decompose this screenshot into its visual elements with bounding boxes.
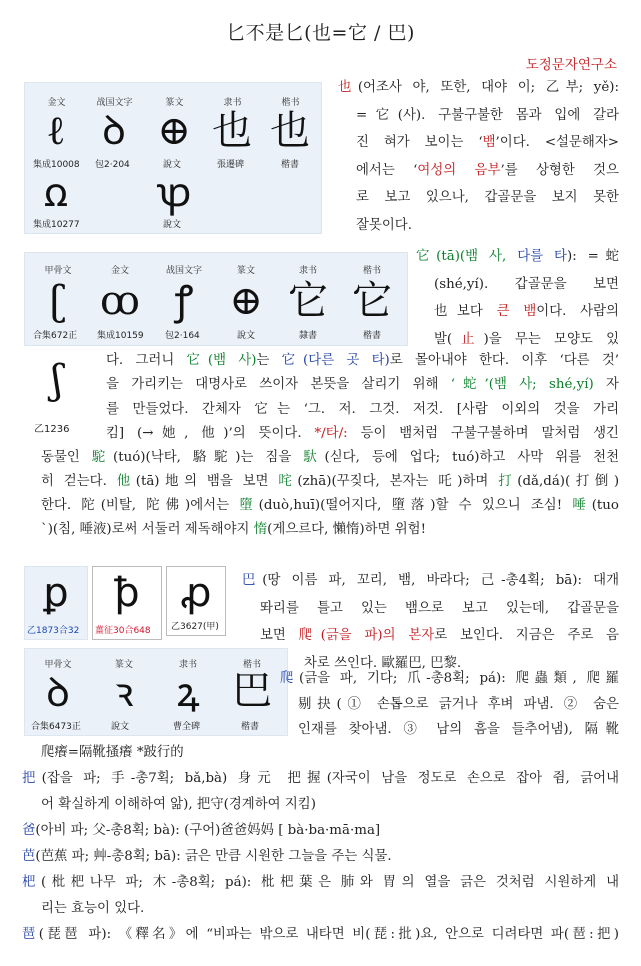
page-title: 匕不是匕(也=它 / 巴) (226, 22, 415, 44)
ba3-line: 爸(아비 파; 父-총8획; bà): (구어)爸爸妈妈 [ bà·ba·mā·ma] (22, 823, 381, 838)
ba2-line-1: 把(잡을 파; 手-총7획; bǎ,bà) 身元 把握(자국이 남을 정도로 손으로 잡아 쥠, 긁어내 (22, 771, 619, 786)
ta-line-5: 다. 그러니 它(뱀 사)는 它(다른 곳 타)로 몰아내야 한다. 이후 ‘다른 것’ (106, 353, 620, 368)
glyph-ta-zhanguo: ꝭ (174, 278, 194, 324)
header-zhanguo: 战国文字 (96, 98, 133, 108)
caption-kaishu: 楷書 (281, 160, 300, 170)
ba-line-2: 똬리를 틀고 있는 뱀으로 보고 있는데, 갑골문을 (260, 600, 619, 616)
header-jiaguwen: 甲骨文 (44, 266, 72, 276)
ba2-line-2: 어 확실하게 이해하여 앎), 把守(경계하여 지킴) (41, 797, 316, 812)
caption-heji-672: 合集672正 (33, 331, 78, 341)
caption-kaishu: 楷書 (241, 722, 260, 732)
header-jinwen: 金文 (110, 266, 129, 276)
caption-heji-6473: 合集6473正 (31, 722, 81, 732)
ye-line-1: 也(어조사 야, 또한, 대야 이; 乙부; yě): (338, 80, 619, 95)
caption-yi-3627: 乙3627(甲) (171, 622, 219, 632)
ye-line-4: 에서는 ‘여성의 음부’를 상형한 것으 (356, 162, 619, 178)
glyph-ba-zhuanwen: ꝛ (114, 670, 134, 716)
header-kaishu: 楷书 (281, 98, 300, 108)
glyph-ye-kaishu: 也 (270, 108, 310, 154)
caption-jicheng-10277: 集成10277 (33, 220, 80, 230)
header-lishu: 隶书 (223, 98, 242, 108)
pa-line-1: 爬(긁을 파, 기다; 爪-총8획; pá): 爬蟲類, 爬羅 (280, 671, 619, 686)
glyph-ta-jinwen: ꝏ (100, 278, 140, 324)
ba-line-3: 보면 爬(긁을 파)의 본자로 보인다. 지금은 주로 음 (260, 628, 619, 643)
header-zhanguo: 战国文字 (165, 266, 202, 276)
glyph-ta-lishu: 它 (288, 278, 328, 324)
caption-shuowen: 說文 (111, 722, 130, 732)
ye-line-3: 진 혀가 보이는 ‘뱀’이다. <설문해자> (356, 135, 620, 150)
header-kaishu: 楷书 (242, 660, 261, 670)
pa2-line-2: 리는 효능이 있다. (41, 901, 145, 916)
ba4-line: 芭(芭蕉 파; 艸-총8획; bā): 긁은 만큼 시원한 그늘을 주는 식물. (22, 849, 392, 864)
ye-line-6: 잘못이다. (356, 217, 412, 233)
caption-lishu: 隸書 (299, 331, 318, 341)
header-lishu: 隶书 (298, 266, 317, 276)
caption-shuowen-2: 說文 (163, 220, 182, 230)
caption-yi-1236: 乙1236 (34, 424, 70, 435)
caption-zhangqianbei: 張遷碑 (217, 160, 245, 170)
pa-line-4: 爬癢=隔靴搔癢 *跛行的 (41, 745, 184, 760)
ba-oracle-box-3 (166, 566, 226, 636)
ta-line-7: 를 만들었다. 간체자 它는 ‘그. 저. 그것. 저것. [사람 이외의 것을 가리 (106, 402, 619, 417)
ta-line-1: 它(tā)(뱀 사, 다를 타): =蛇 (416, 249, 620, 264)
caption-kaishu: 楷書 (363, 331, 382, 341)
caption-jicheng-10159: 集成10159 (97, 331, 144, 341)
caption-zhengzheng-30: 薑征30合648 (95, 626, 151, 636)
glyph-ye-jinwen-2: ꭥ (43, 170, 69, 216)
glyph-ye-zhuanwen-2: ꝕ (156, 170, 192, 216)
publisher-label: 도정문자연구소 (525, 57, 617, 73)
ye-line-5: 로 보고 있으나, 갑골문을 보지 못한 (356, 190, 619, 205)
header-lishu: 隶书 (178, 660, 197, 670)
header-zhuanwen: 篆文 (114, 660, 133, 670)
glyph-ye-zhanguo: ꝺ (102, 108, 126, 154)
glyph-ba-oracle-2: ꝥ (114, 570, 140, 616)
glyph-ye-lishu: 也 (212, 108, 252, 154)
glyph-ta-kaishu: 它 (352, 278, 392, 324)
ba-line-4: 차로 쓰인다. 歐羅巴, 巴黎. (304, 655, 462, 671)
header-zhuanwen: 篆文 (165, 98, 184, 108)
header-jiaguwen: 甲骨文 (44, 660, 72, 670)
glyph-ba-lishu: ꝝ (176, 670, 200, 716)
ta-line-10: 히 걷는다. 他(tā)地의 뱀을 보면 咤(zhā)(꾸짖다, 본자는 吒)하며 打(dǎ,dá)(打倒) (41, 474, 620, 489)
glyph-ta-jiaguwen: ʗ (49, 278, 67, 324)
ta-line-4: 발(止)을 무는 모양도 있 (434, 331, 620, 347)
caption-jicheng-10008: 集成10008 (33, 160, 80, 170)
header-jinwen: 金文 (47, 98, 66, 108)
header-zhuanwen: 篆文 (236, 266, 255, 276)
glyph-ye-jinwen: ℓ (46, 108, 66, 154)
glyph-ta-zhuanwen: ⊕ (229, 278, 263, 324)
ta-glyph-table (24, 252, 408, 346)
glyph-ba-kaishu: 巴 (232, 668, 272, 714)
caption-yi-1873: 乙1873合32 (27, 626, 80, 636)
caption-shuowen: 說文 (237, 331, 256, 341)
ye-line-2: =它(사). 구불구불한 몸과 입에 갈라 (356, 107, 619, 123)
glyph-ye-zhuanwen: ⊕ (157, 108, 191, 154)
pi-line: 琶(琵琶 파): 《釋名》에 “비파는 밖으로 내타면 비(琵:批)요, 안으로 디려타면 파(琶:把) (22, 927, 620, 942)
glyph-ta-oracle: ʃ (51, 357, 63, 403)
pa2-line-1: 杷(枇杷나무 파; 木-총8획; pá): 枇杷葉은 肺와 胃의 열을 긁은 것처럼 시원하게 내 (22, 875, 620, 890)
caption-bao-2204: 包2·204 (95, 160, 130, 170)
caption-bao-2164: 包2·164 (165, 331, 200, 341)
ba-line-1: 巴(땅 이름 파, 꼬리, 뱀, 바라다; 己-총4획; bā): 대개 (242, 573, 620, 588)
ba-oracle-box-2 (92, 566, 162, 640)
ba-oracle-box-1 (24, 566, 88, 640)
glyph-ba-oracle-1: ꝑ (43, 570, 69, 616)
ta-line-9: 동물인 駝(tuó)(낙타, 駱駝)는 짐을 馱(싣다, 등에 업다; tuó)하고 사막 위를 천천 (41, 450, 620, 465)
glyph-ba-oracle-3: ꝓ (180, 570, 212, 616)
ta-line-12: `)(침, 唾液)로써 서둘러 제독해야지 惰(게으르다, 懶惰)하면 위험! (41, 522, 426, 537)
ta-oracle-box (24, 352, 90, 434)
ta-line-11: 한다. 陀(비탈, 陀佛)에서는 墮(duò,huī)(떨어지다, 墮落)할 수 있으니 조심! 唾(tuo (41, 498, 619, 513)
ta-line-3: 也보다 큰 뱀이다. 사람의 (434, 304, 619, 319)
header-kaishu: 楷书 (362, 266, 381, 276)
ba-glyph-table (24, 648, 288, 736)
pa-line-3: 인재를 찾아냄. ③ 남의 흠을 들추어냄), 隔靴 (298, 722, 619, 737)
caption-caoquanbei: 曹全碑 (173, 722, 201, 732)
ye-glyph-table (24, 82, 322, 234)
pa-line-2: 剔抉(① 손톱으로 긁거나 후벼 파냄. ② 숨은 (298, 696, 619, 712)
ta-line-8: 킴] (→她, 他)’의 뜻이다. */타/: 등이 뱀처럼 구불구불하며 말처럼 생긴 (106, 426, 619, 441)
ta-line-2: (shé,yí). 갑골문을 보면 (434, 276, 619, 292)
glyph-ba-jiaguwen: ꝺ (46, 670, 70, 716)
caption-shuowen: 說文 (163, 160, 182, 170)
ta-line-6: 을 가리키는 대명사로 쓰이자 본뜻을 살리기 위해 ‘蛇’(뱀 사; shé,yí) 자 (106, 377, 619, 392)
